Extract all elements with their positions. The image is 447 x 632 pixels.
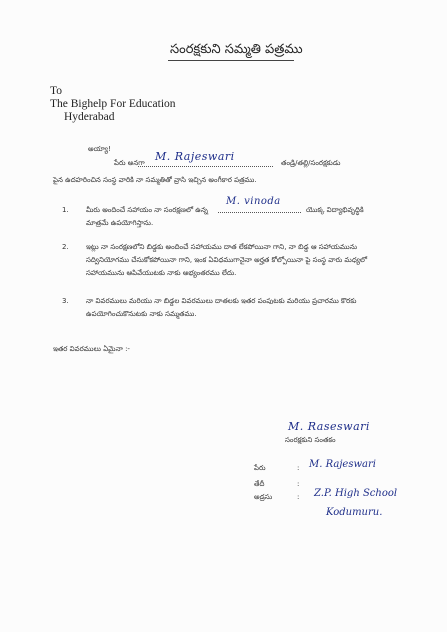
point-3-line1: నా వివరములు మరియు నా బిడ్డల వివరములు దాతలకు ఇతర పంపుటకు మరియు ప్రచారము కొరకు	[86, 297, 357, 305]
point-3-number: 3.	[62, 297, 69, 305]
other-details-label: ఇతర వివరములు ఏమైనా :-	[53, 345, 130, 353]
point-1-line2: మాత్రమే ఉపయోగిస్తాను.	[86, 219, 154, 227]
field-name-value: M. Rajeswari	[309, 459, 376, 470]
point-2-line1: ఇట్లు నా సంరక్షణలోని బిడ్డకు అందించే సహాయము దాత లేకపోయినా గాని, నా బిడ్డ ఆ సహాయమును	[86, 243, 358, 251]
salutation: అయ్యా!	[88, 145, 111, 153]
field-address-line2: Kodumuru.	[326, 507, 383, 518]
recipient-block	[50, 85, 176, 124]
point-1-line1-suffix: యొక్క విద్యాభివృద్ధికి	[306, 206, 364, 214]
point-3-line2: ఉపయోగించుకొనుటకు నాకు సమ్మతము.	[86, 310, 197, 318]
child-name-handwritten: M. vinoda	[226, 196, 281, 207]
document-title: సంరక్షకుని సమ్మతి పత్రము	[170, 42, 303, 57]
field-address-value: Z.P. High School	[314, 488, 398, 499]
field-name-colon: :	[297, 464, 300, 472]
title-underline	[168, 60, 294, 61]
point-1-line1-prefix: మీరు అందించే సహాయం నా సంరక్షణలో ఉన్న	[86, 206, 208, 214]
intro-line2: పైన ఉదహరించిన సంస్థ వారికి నా సమ్మతితో వ్రాసి ఇచ్చిన అంగీకార పత్రము.	[53, 176, 257, 184]
intro-prefix: పేరు అనగా	[114, 159, 145, 167]
field-name-label: పేరు	[254, 464, 266, 472]
recipient-line-city: Hyderabad	[64, 111, 115, 123]
point-1-number: 1.	[62, 206, 69, 214]
recipient-line-org: The Bighelp For Education	[50, 98, 176, 110]
guardian-name-handwritten: M. Rajeswari	[155, 150, 235, 163]
field-date-label: తేదీ	[254, 480, 265, 488]
recipient-line-to: To	[50, 85, 62, 97]
point-2-number: 2.	[62, 243, 69, 251]
field-address-label: అడ్రసు	[254, 493, 273, 501]
field-address-colon: :	[297, 493, 300, 501]
guardian-signature-handwritten: M. Raseswari	[288, 420, 370, 433]
point-2-line3: సహాయమును ఆపివేయుటకు నాకు అభ్యంతరము లేదు.	[86, 269, 237, 277]
field-date-colon: :	[297, 480, 300, 488]
point-2-line2: సద్వినియోగము చేసుకోకపోయినా గాని, ఇంక ఏవిధముగానైనా అర్హత కోల్పోయినా పై సంస్థ వారు మధ్యలో	[86, 256, 368, 264]
intro-suffix: తండ్రి/తల్లి/సంరక్షకుడు	[281, 159, 341, 167]
signature-label: సంరక్షకుని సంతకం	[285, 436, 336, 444]
